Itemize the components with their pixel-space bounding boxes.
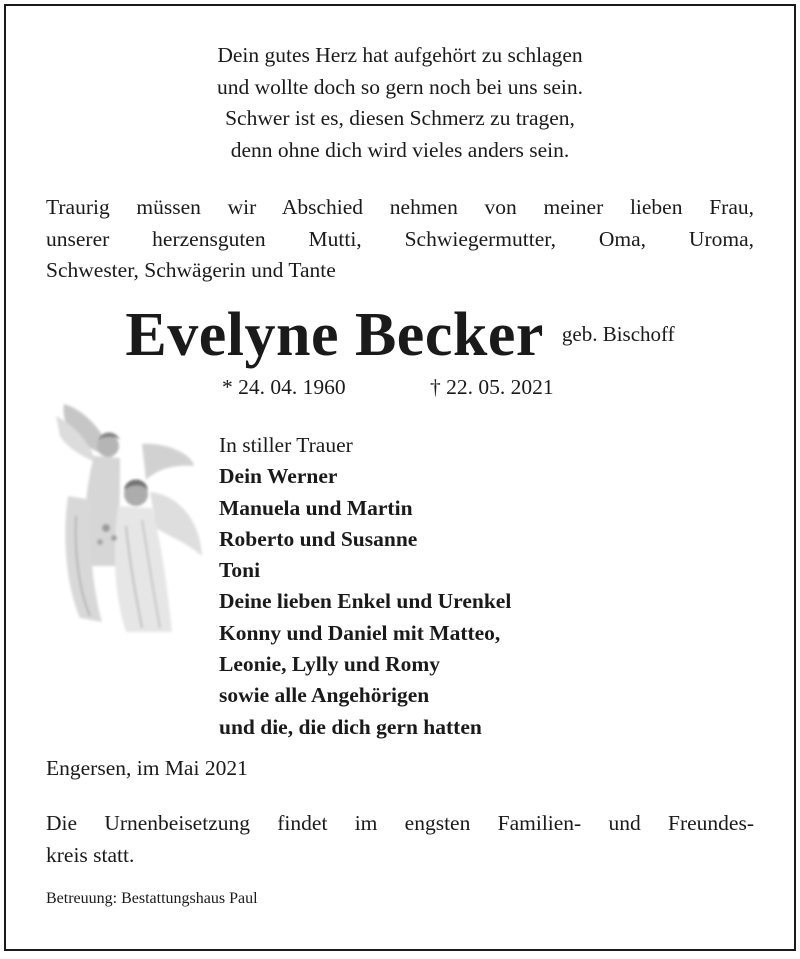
poem-line: Schwer ist es, diesen Schmerz zu tragen, [225,106,575,130]
intro-line: Schwester, Schwägerin und Tante [46,258,336,282]
mourner-name: sowie alle Angehörigen [219,683,430,708]
funeral-info [46,808,754,871]
poem-line: und wollte doch so gern noch bei uns sein. [216,74,584,99]
mourner-name: und die, die dich gern hatten [219,714,482,739]
poem-line: denn ohne dich wird vieles anders sein. [230,137,570,162]
angels-icon [46,396,206,646]
death-date: † 22. 05. 2021 [430,375,554,399]
deceased-name: Evelyne Becker [125,301,544,369]
funeral-line: kreis statt. [46,842,135,867]
mourner-name: Roberto und Susanne [219,526,418,551]
intro-line: unserer herzensguten Mutti, Schwiegermutter, Oma, Uroma, [46,226,754,251]
mourner-name: Konny und Daniel mit Matteo, [219,620,501,645]
place-date: Engersen, im Mai 2021 [46,756,248,780]
obituary-notice [4,4,796,951]
mourner-name: Toni [219,558,261,583]
poem [6,40,794,166]
intro-text [46,192,754,287]
funeral-line: Die Urnenbeisetzung findet im engsten Familien- und Freundes- [46,811,754,835]
deceased-name-line [6,300,794,371]
mourner-name: Leonie, Lylly und Romy [219,652,441,677]
birth-date: * 24. 04. 1960 [222,375,346,399]
mourner-name: Deine lieben Enkel und Urenkel [219,589,512,614]
mourners-list [219,430,511,743]
mourner-name: Dein Werner [219,464,338,489]
intro-line: Traurig müssen wir Abschied nehmen von meiner lieben Frau, [46,195,754,219]
mourner-name: Manuela und Martin [219,495,413,520]
poem-line: Dein gutes Herz hat aufgehört zu schlagen [217,43,583,67]
maiden-name: geb. Bischoff [561,322,675,346]
mourners-heading: In stiller Trauer [219,433,353,457]
funeral-home-credit: Betreuung: Bestattungshaus Paul [46,890,258,907]
